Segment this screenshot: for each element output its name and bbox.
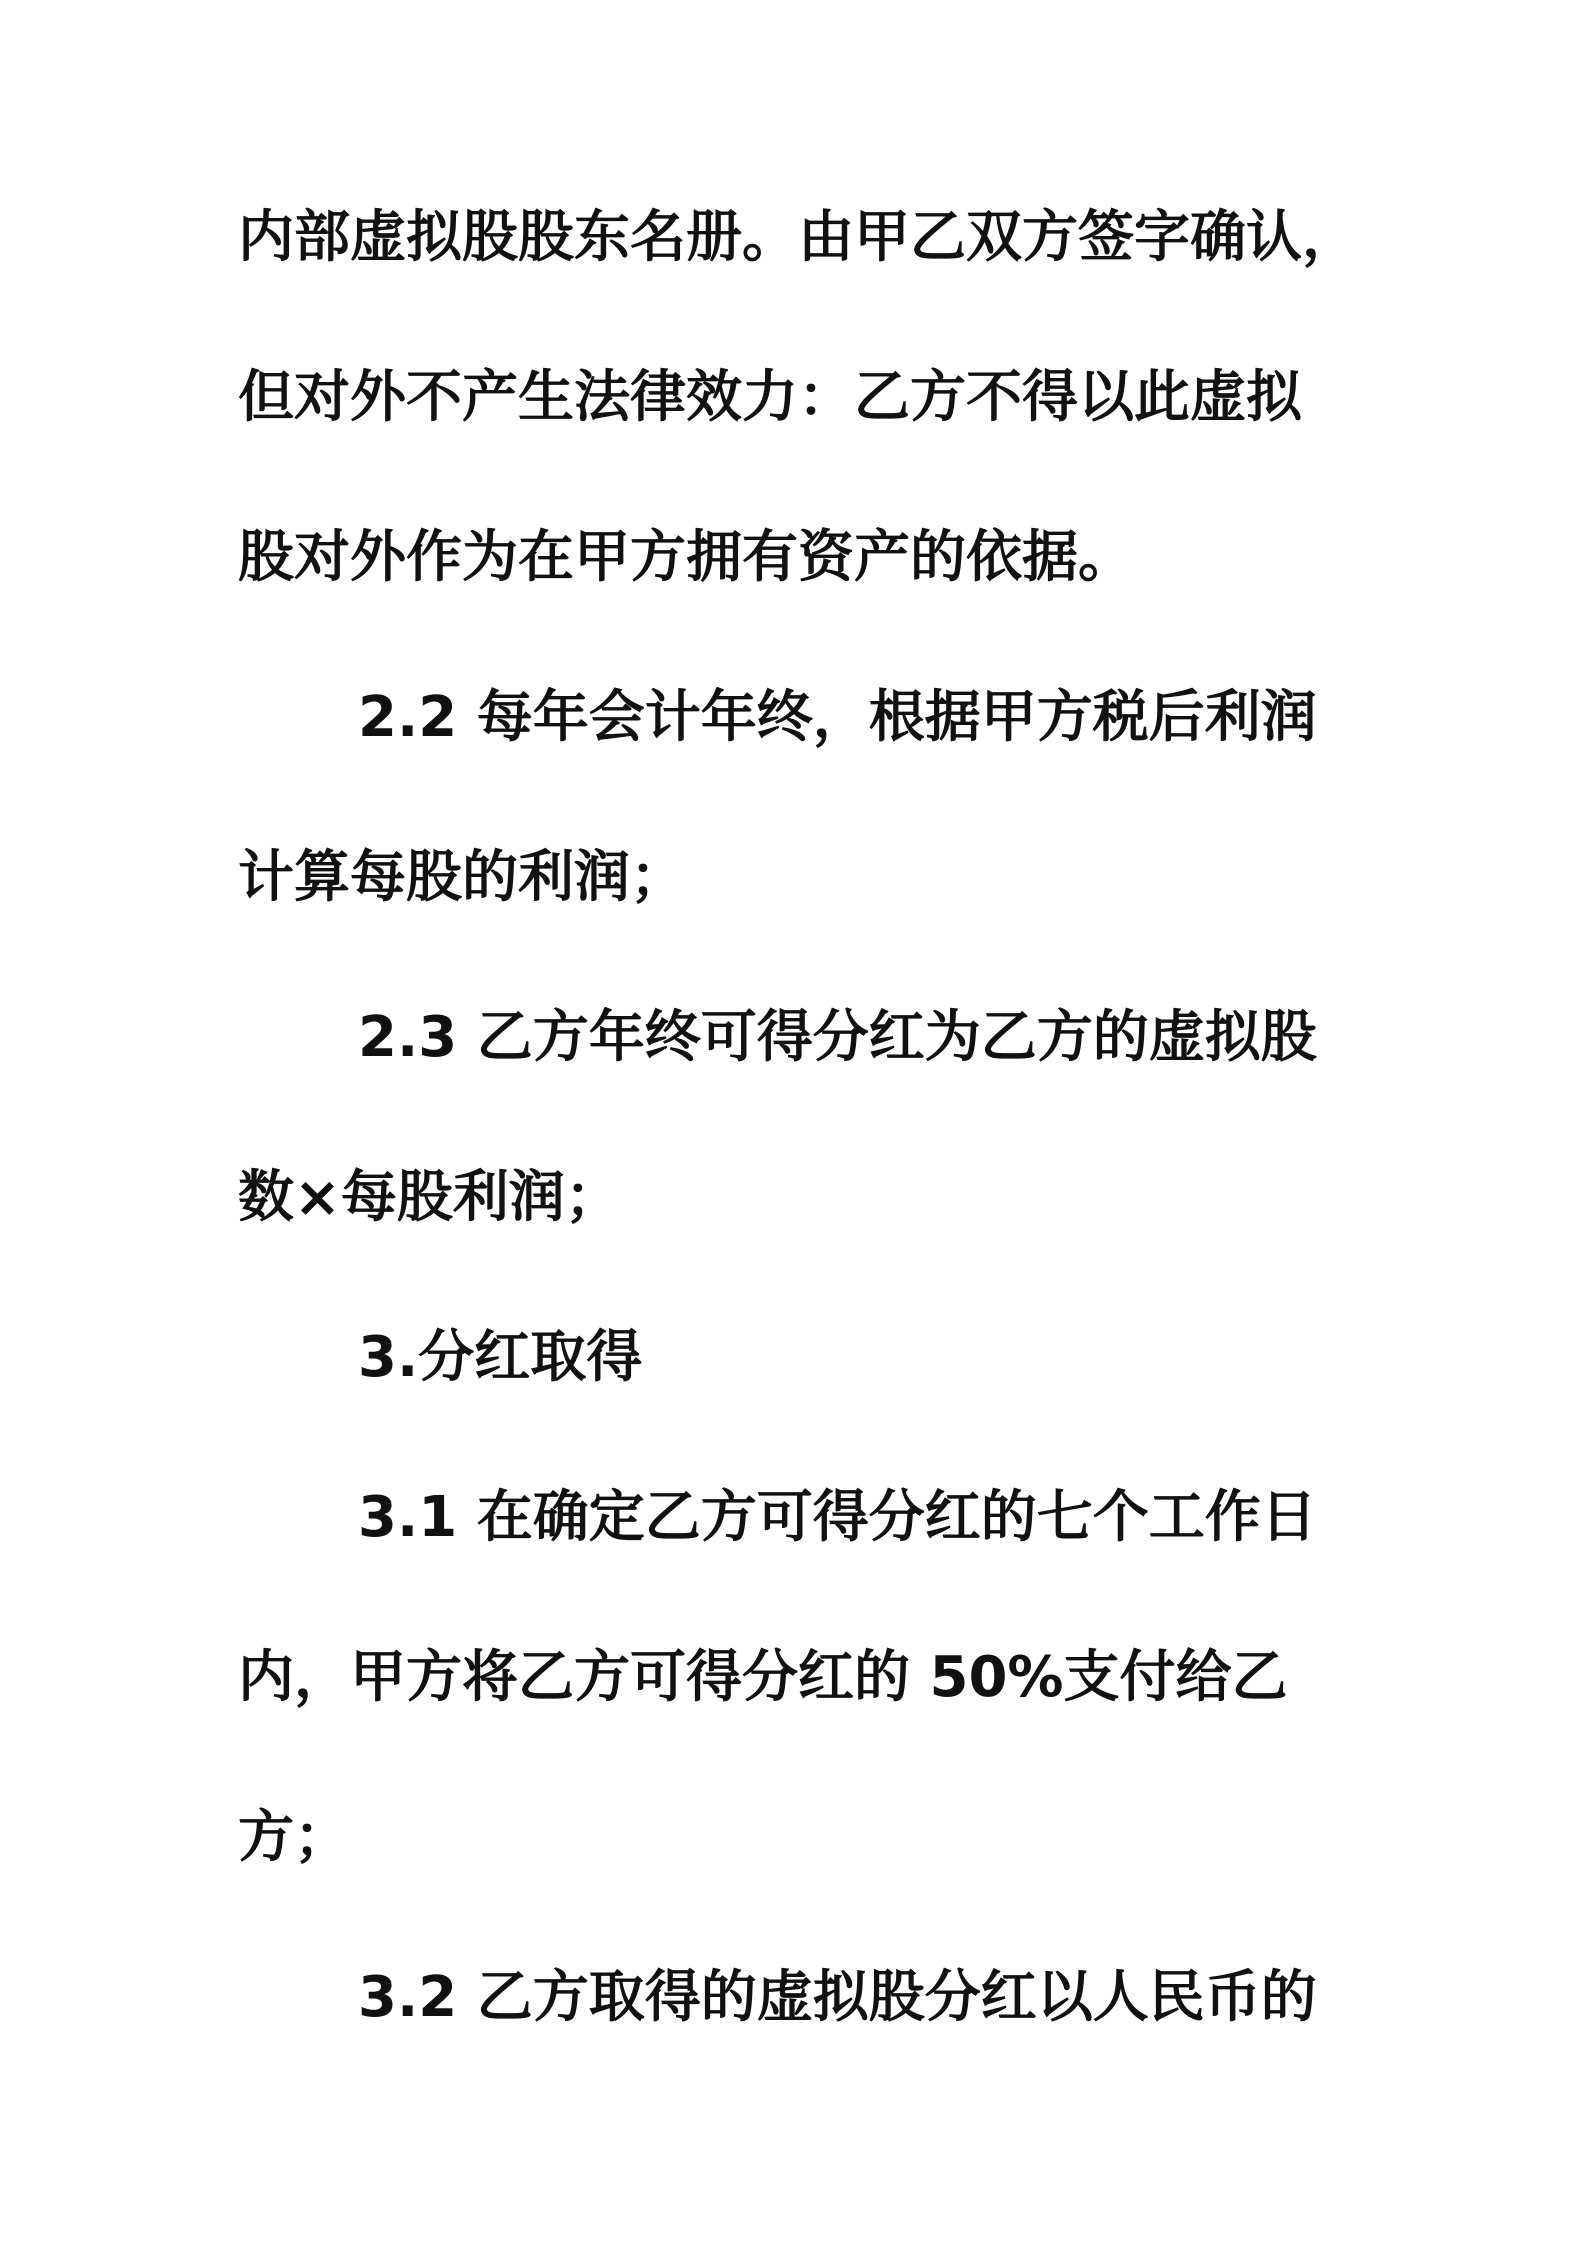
text-line: 方； xyxy=(238,1805,350,1870)
text-line: 股对外作为在甲方拥有资产的依据。 xyxy=(238,525,1134,590)
text-line: 内，甲方将乙方可得分红的 50%支付给乙 xyxy=(238,1645,1288,1710)
clause-3-2: 3.2 乙方取得的虚拟股分红以人民币的 xyxy=(358,1965,1317,2030)
text-line: 但对外不产生法律效力：乙方不得以此虚拟 xyxy=(238,365,1302,430)
document-body xyxy=(238,188,1358,2108)
clause-2-3: 2.3 乙方年终可得分红为乙方的虚拟股 xyxy=(358,1005,1317,1070)
clause-2-2: 2.2 每年会计年终，根据甲方税后利润 xyxy=(358,685,1317,750)
text-line: 数×每股利润； xyxy=(238,1165,621,1230)
section-heading-3: 3.分红取得 xyxy=(358,1325,643,1390)
clause-3-1: 3.1 在确定乙方可得分红的七个工作日 xyxy=(358,1485,1317,1550)
text-line: 计算每股的利润； xyxy=(238,845,686,910)
text-line: 内部虚拟股股东名册。由甲乙双方签字确认， xyxy=(238,205,1358,270)
